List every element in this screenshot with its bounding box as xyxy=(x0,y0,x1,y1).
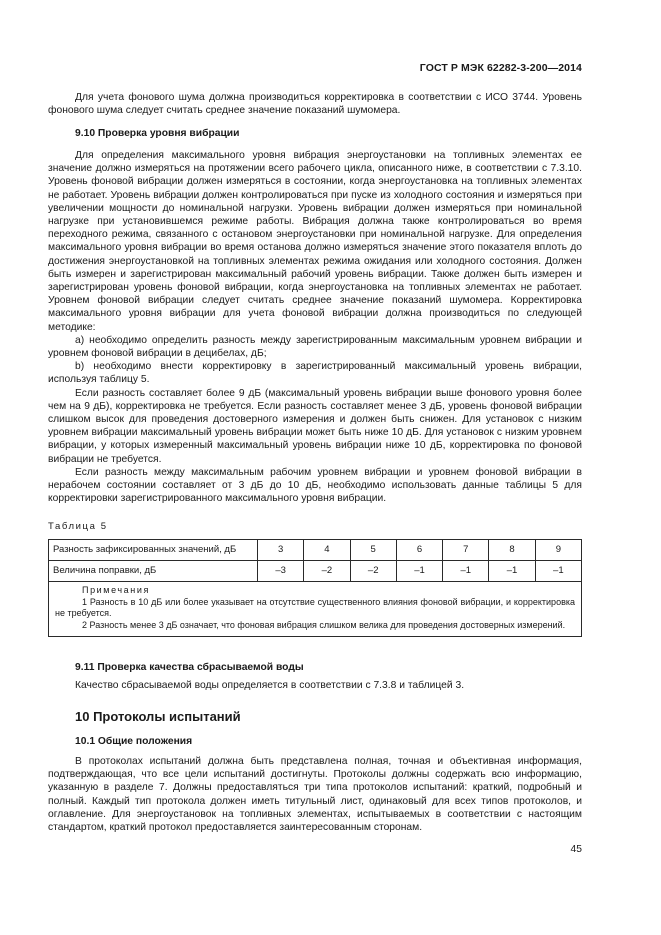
table-cell: 4 xyxy=(304,540,350,561)
table-cell: –2 xyxy=(350,561,396,582)
section-9-10-body xyxy=(48,149,582,505)
list-item-b: b) необходимо внести корректировку в зарегистрированный максимальный уровень вибрации, используя таблицу 5. xyxy=(48,361,582,386)
section-10-1-paragraph: В протоколах испытаний должна быть представлена полная, точная и объективная информация, подтверждающая, что все цели испытаний достигнуты. Протоколы должны содержать всю информацию, указанную в разделе 7. Должны предоставляться три типа протоколов испытаний: краткий, подробный и полный. Каждый тип протокола должен иметь титульный лист, одинаковый для всех типов протоколов, и оглавление. Для энергоустановок на топливных элементах, испытываемых в соответствии с настоящим стандартом, краткий протокол предоставляется заинтересованным сторонам. xyxy=(48,756,582,834)
table-notes-row xyxy=(49,582,582,637)
correction-table xyxy=(48,539,582,637)
table-5-block xyxy=(48,539,582,637)
section-9-10 xyxy=(48,127,582,140)
section-10-1 xyxy=(48,735,582,748)
table-cell: 7 xyxy=(443,540,489,561)
table-cell: –1 xyxy=(443,561,489,582)
section-10-1-body xyxy=(48,755,582,834)
row-label-difference: Разность зафиксированных значений, дБ xyxy=(49,540,258,561)
section-9-10-paragraph-3: Если разность между максимальным рабочим уровнем вибрации и уровнем фоновой вибрации в нерабочем состоянии составляет от 3 дБ до 10 дБ, необходимо использовать данные таблицы 5 для корректировки зарегистрированного максимального уровня вибрации. xyxy=(48,466,582,505)
section-9-10-title: 9.10 Проверка уровня вибрации xyxy=(75,128,240,139)
intro-paragraph: Для учета фонового шума должна производиться корректировка в соответствии с ИСО 3744. Уровень фонового шума следует считать среднее значение показаний шумомера. xyxy=(48,92,582,117)
table-cell: 9 xyxy=(535,540,581,561)
table-5-caption xyxy=(48,520,582,533)
table-cell: –1 xyxy=(535,561,581,582)
table-cell: 3 xyxy=(258,540,304,561)
table-cell: –3 xyxy=(258,561,304,582)
section-9-10-paragraph-1: Для определения максимального уровня вибрация энергоустановки на топливных элементах ее значение должно измеряться на протяжении всего рабочего цикла, описанного ниже, в соответствии с 7.3.10. Уровень фоновой вибрации должен измеряться в состоянии, когда энергоустановка на топливных элементах не работает. Уровень вибрации должен контролироваться при пуске из холодного состояния и измеряться при увеличении мощности до номинальной нагрузки. Уровень вибрации должен измеряться при номинальной нагрузке при установившемся режиме работы. Вибрация должна также контролироваться во время переходного режима, связанного с остановом энергоустановки при номинальной нагрузке. Для определения максимального уровня вибрации во время останова должно измеряться значение этого показателя вплоть до достижения энергоустановкой на топливных элементах режима ожидания или холодного состояния. Должен быть измерен и зарегистрирован максимальный рабочий уровень вибрации. Также должен быть измерен и зарегистрирован уровень фоновой вибрации, когда энергоустановка на топливных элементах не работает. Уровнем фоновой вибрации следует считать среднее значение показаний шумомера. Корректировка максимального уровня вибрации для учета фоновой вибрации должна производиться по следующей методике: xyxy=(48,150,582,333)
table-notes xyxy=(49,582,582,637)
section-9-11-paragraph: Качество сбрасываемой воды определяется в соответствии с 7.3.8 и таблицей 3. xyxy=(75,680,465,691)
table-cell: 5 xyxy=(350,540,396,561)
intro-block xyxy=(48,91,582,117)
list-item-a: a) необходимо определить разность между зарегистрированным максимальным уровнем вибрации и уровнем фоновой вибрации в децибелах, дБ; xyxy=(48,334,582,360)
table-cell: –1 xyxy=(396,561,442,582)
table-caption: Таблица 5 xyxy=(48,521,108,532)
standard-header: ГОСТ Р МЭК 62282-3-200—2014 xyxy=(419,62,582,74)
note-1: 1 Разность в 10 дБ или более указывает на отсутствие существенного влияния фоновой вибрации, и корректировка не требуется. xyxy=(55,596,575,618)
row-label-correction: Величина поправки, дБ xyxy=(49,561,258,582)
section-10-title: 10 Протоколы испытаний xyxy=(75,709,241,724)
section-9-11-body xyxy=(48,679,582,692)
page-number: 45 xyxy=(570,844,582,855)
section-9-11 xyxy=(48,661,582,674)
table-cell: 6 xyxy=(396,540,442,561)
section-9-11-title: 9.11 Проверка качества сбрасываемой воды xyxy=(75,662,304,673)
note-2: 2 Разность менее 3 дБ означает, что фоновая вибрация слишком велика для проведения достоверных измерений. xyxy=(82,619,566,630)
section-10-1-title: 10.1 Общие положения xyxy=(75,736,193,747)
table-cell: –2 xyxy=(304,561,350,582)
table-cell: 8 xyxy=(489,540,535,561)
table-cell: –1 xyxy=(489,561,535,582)
section-10 xyxy=(48,710,582,723)
notes-title: Примечания xyxy=(82,585,150,595)
table-row xyxy=(49,540,582,561)
table-row xyxy=(49,561,582,582)
section-9-10-paragraph-2: Если разность составляет более 9 дБ (максимальный уровень вибрации выше фонового уровня более чем на 9 дБ), корректировка не требуется. Если разность составляет менее 3 дБ, уровень фоновой вибрации слишком высок для проведения достоверного измерения и должен быть снижен. Для установок с низким уровнем вибрации максимальный уровень вибрации может быть ниже 10 дБ. Для установок с низким уровнем вибрации, у которых измеренный максимальный уровень вибрации ниже 10 дБ, корректировка по фоновой вибрации не требуется. xyxy=(48,387,582,465)
